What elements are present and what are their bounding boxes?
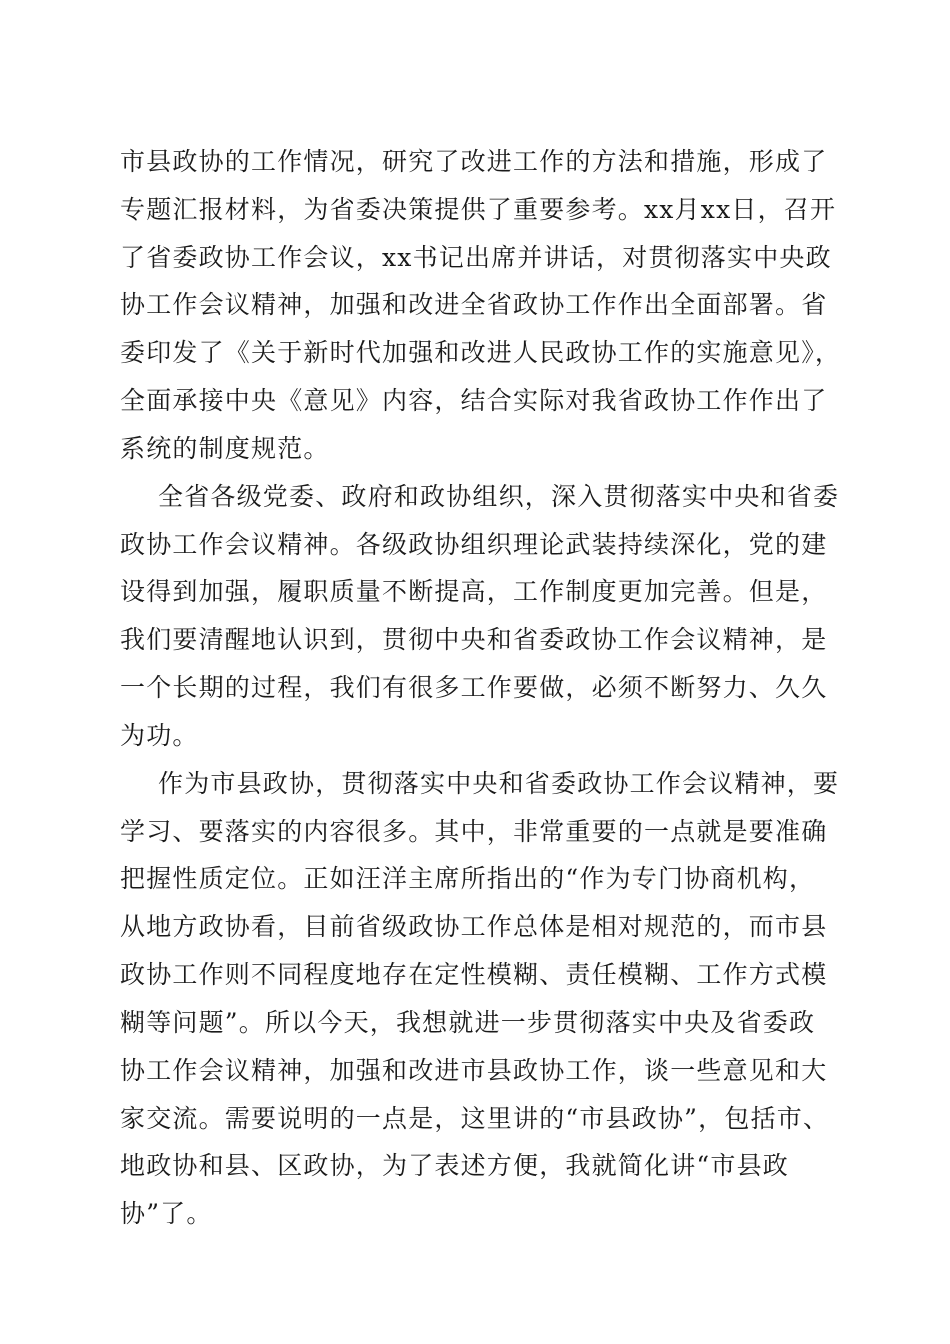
paragraph-1-line-7: 系统的制度规范。 (120, 434, 330, 463)
paragraph-3-line-5: 政协工作则不同程度地存在定性模糊、责任模糊、工作方式模 (120, 960, 828, 989)
paragraph-3-line-3: 把握性质定位。正如汪洋主席所指出的“作为专门协商机构， (120, 864, 816, 893)
paragraph-2-line-6: 为功。 (120, 721, 199, 750)
paragraph-1-line-2: 专题汇报材料，为省委决策提供了重要参考。xx月xx日，召开 (120, 195, 837, 224)
paragraph-2-line-3: 设得到加强，履职质量不断提高，工作制度更加完善。但是， (120, 577, 828, 606)
paragraph-3-line-4: 从地方政协看，目前省级政协工作总体是相对规范的，而市县 (120, 912, 828, 941)
paragraph-1-line-5: 委印发了《关于新时代加强和改进人民政协工作的实施意见》， (120, 338, 842, 367)
paragraph-3-line-6: 糊等问题”。所以今天，我想就进一步贯彻落实中央及省委政 (120, 1008, 816, 1037)
paragraph-2-line-5: 一个长期的过程，我们有很多工作要做，必须不断努力、久久 (120, 673, 828, 702)
paragraph-3-line-8: 家交流。需要说明的一点是，这里讲的“市县政协”，包括市、 (120, 1104, 830, 1133)
paragraph-1-line-4: 协工作会议精神，加强和改进全省政协工作作出全面部署。省 (120, 290, 828, 319)
paragraph-1-line-6: 全面承接中央《意见》内容，结合实际对我省政协工作作出了 (120, 386, 828, 415)
paragraph-2-line-4: 我们要清醒地认识到，贯彻中央和省委政协工作会议精神，是 (120, 625, 828, 654)
paragraph-2-line-1: 全省各级党委、政府和政协组织，深入贯彻落实中央和省委 (158, 482, 840, 511)
paragraph-3-line-2: 学习、要落实的内容很多。其中，非常重要的一点就是要准确 (120, 817, 828, 846)
paragraph-3-line-10: 协”了。 (120, 1199, 213, 1228)
paragraph-3-line-9: 地政协和县、区政协，为了表述方便，我就简化讲“市县政 (120, 1151, 789, 1180)
paragraph-3-line-7: 协工作会议精神，加强和改进市县政协工作，谈一些意见和大 (120, 1056, 828, 1085)
paragraph-1-line-1: 市县政协的工作情况，研究了改进工作的方法和措施，形成了 (120, 147, 828, 176)
paragraph-2-line-2: 政协工作会议精神。各级政协组织理论武装持续深化，党的建 (120, 530, 828, 559)
paragraph-1-line-3: 了省委政协工作会议，xx书记出席并讲话，对贯彻落实中央政 (120, 243, 832, 272)
paragraph-3-line-1: 作为市县政协，贯彻落实中央和省委政协工作会议精神，要 (158, 769, 840, 798)
